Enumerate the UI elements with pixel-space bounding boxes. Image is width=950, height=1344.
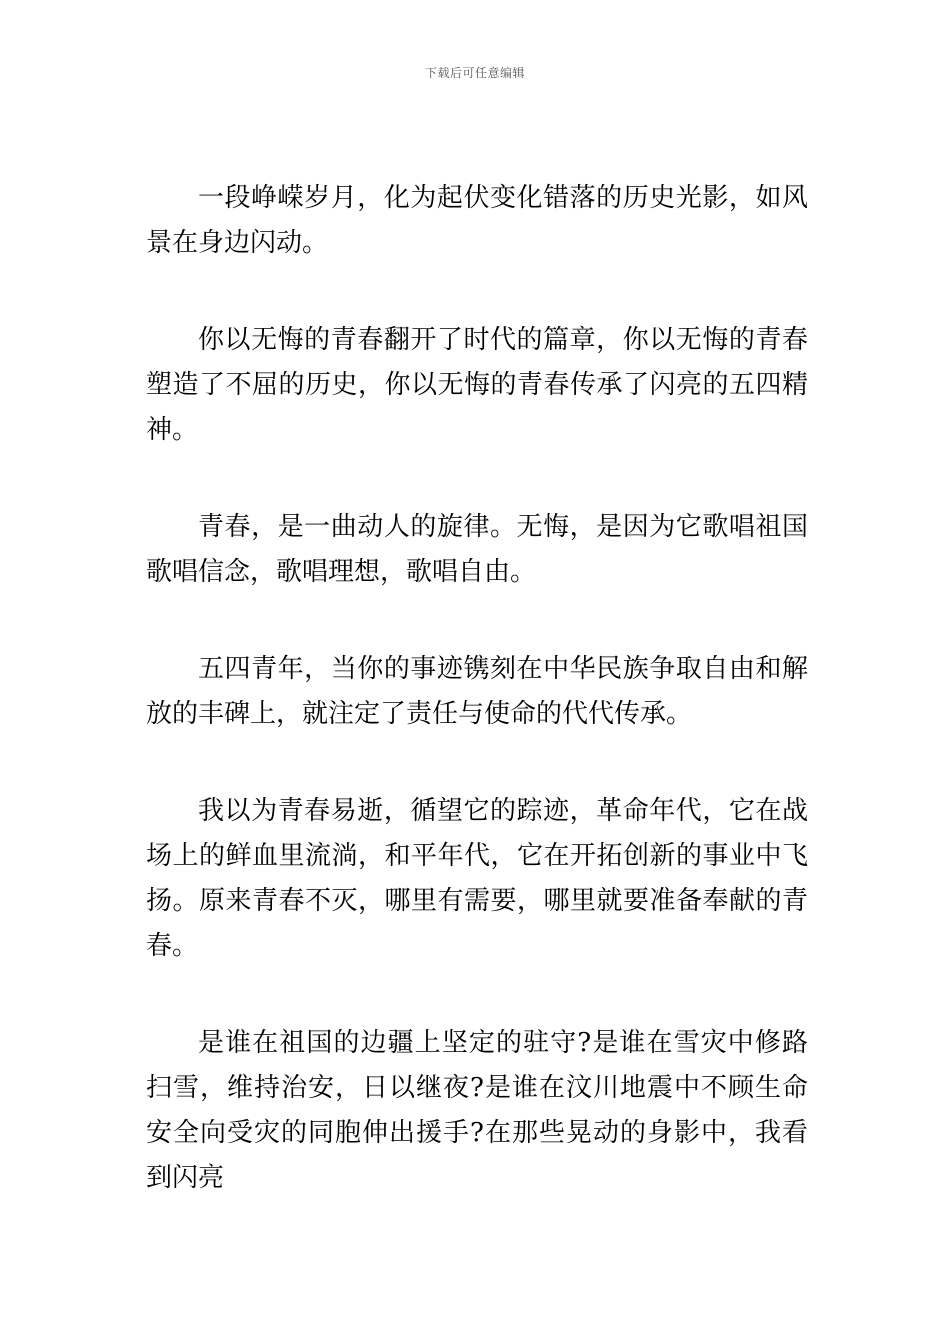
page-header: 下载后可任意编辑 (424, 66, 525, 80)
paragraph-5: 我以为青春易逝，循望它的踪迹，革命年代，它在战场上的鲜血里流淌，和平年代，它在开拓创新的事业中飞扬。原来青春不灭，哪里有需要，哪里就要准备奉献的青春。 (146, 796, 808, 961)
paragraph-2: 你以无悔的青春翻开了时代的篇章，你以无悔的青春塑造了不屈的历史，你以无悔的青春传承了闪亮的五四精神。 (146, 325, 808, 445)
paragraph-6: 是谁在祖国的边疆上坚定的驻守?是谁在雪灾中修路扫雪，维持治安，日以继夜?是谁在汶川地震中不顾生命安全向受灾的同胞伸出援手?在那些晃动的身影中，我看到闪亮 (146, 1028, 808, 1193)
paragraph-4: 五四青年，当你的事迹镌刻在中华民族争取自由和解放的丰碑上，就注定了责任与使命的代代传承。 (146, 654, 808, 729)
paragraph-1: 一段峥嵘岁月，化为起伏变化错落的历史光影，如风景在身边闪动。 (146, 183, 808, 258)
document-body (146, 176, 808, 1253)
paragraph-3: 青春，是一曲动人的旋律。无悔，是因为它歌唱祖国歌唱信念，歌唱理想，歌唱自由。 (146, 512, 808, 587)
